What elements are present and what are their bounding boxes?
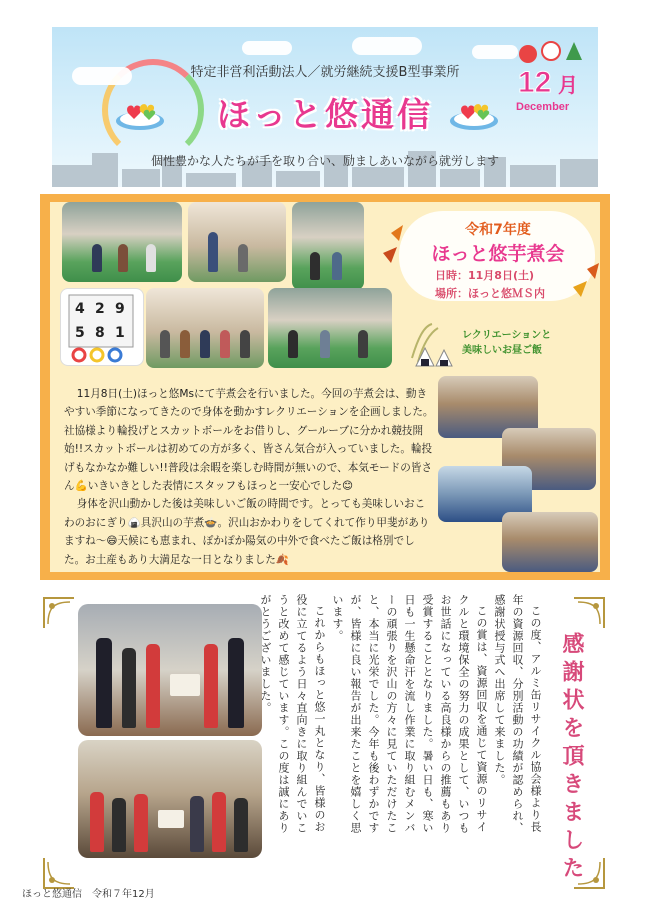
event-date: 日時：11月8日(土) (435, 269, 535, 282)
lunch-caption (462, 328, 582, 358)
person-figure (112, 798, 126, 852)
organization-name: 特定非営利活動法人／就労継続支援B型事業所 (190, 65, 460, 80)
certificate-paragraph: この度、アルミ缶リサイクル協会様より長年の資源回収、分別活動の功績が認められ、感謝状授与式へ出席して来ました。 (493, 594, 542, 834)
certificate-text (256, 594, 544, 844)
person-figure (228, 638, 244, 728)
person-figure (240, 330, 250, 358)
lunch-caption-line: 美味しいお昼ご飯 (462, 345, 542, 356)
month-number: 12 (518, 66, 552, 99)
person-figure (358, 330, 368, 358)
event-report-text (64, 385, 434, 569)
award-ceremony-photo (78, 604, 262, 736)
ornament-corner-icon (572, 596, 606, 630)
event-place: 場所：ほっと悠ＭＳ内 (435, 287, 545, 300)
person-figure (160, 330, 170, 358)
cloud-icon (352, 37, 422, 55)
event-year: 令和7年度 (465, 222, 531, 238)
certificate-paragraph: これからもほっと悠一丸となり、皆様のお役に立てるよう日々直向きに取り組んでいこうと改めて感じています。この度は誠にありがとうございました。 (259, 594, 326, 834)
person-figure (220, 330, 230, 358)
person-figure (146, 244, 156, 272)
event-title-card (375, 203, 605, 303)
onigiri-icon (408, 318, 460, 370)
person-figure (96, 638, 112, 728)
newsletter-tagline: 個性豊かな人たちが手を取り合い、励ましあいながら就労します (150, 154, 499, 168)
event-photo (188, 202, 286, 282)
person-figure (288, 330, 298, 358)
newsletter-title: ほっと悠通信 (217, 95, 433, 134)
page-footer: ほっと悠通信 令和７年12月 (22, 889, 155, 900)
ring-number: 8 (95, 325, 105, 341)
event-photo (62, 202, 182, 282)
december-badge (512, 40, 590, 118)
person-figure (310, 252, 320, 280)
person-figure (90, 792, 104, 852)
certificate-article (259, 594, 544, 844)
person-figure (190, 796, 204, 852)
person-figure (204, 644, 218, 728)
person-figure (200, 330, 210, 358)
certificate-heading: 感謝状を頂きました (559, 632, 584, 884)
person-figure (320, 330, 330, 358)
ring-toss-illustration (61, 289, 143, 365)
certificate-paragraph: この賞は、資源回収を通じて資源のリサイクルと環境保全の努力の成果として、いつもお世話になっている高良様からの推薦もあり受賞することとなりました。暑い日も、寒い日も一生懸命汗を流し作業に取り組むメンバーの頑張りを沢山の方々に見ていただけたこと、本当に光栄でした。今年も後わずかですが、皆様に良い報告が出来たことを嬉しく思います。 (331, 594, 488, 834)
ring-number: 9 (115, 301, 125, 317)
month-word: December (516, 101, 570, 113)
cloud-icon (242, 41, 292, 55)
person-figure (332, 252, 342, 280)
month-suffix: 月 (558, 73, 578, 97)
lunch-caption-line: レクリエーションと (462, 330, 552, 341)
ring-number: 4 (75, 301, 85, 317)
ring-number: 2 (95, 301, 105, 317)
ring-toss-board (60, 288, 144, 366)
lunch-photo (502, 512, 598, 572)
certificate-frame (158, 810, 184, 828)
person-figure (208, 232, 218, 272)
person-figure (238, 244, 248, 272)
ornament-corner-icon (42, 596, 76, 630)
event-paragraph: 身体を沢山動かした後は美味しいご飯の時間です。とっても美味しいおこわのおにぎり🍙具沢山の芋煮🍲。沢山おかわりをしてくれて作り甲斐がありますね～😄天候にも恵まれ、ぽかぽか陽気の中外で食べたご飯は格別でした。お土産もあり大満足な一日となりました🍂 (64, 498, 430, 566)
person-figure (146, 644, 160, 728)
person-figure (118, 244, 128, 272)
certificate-frame (170, 674, 200, 696)
person-figure (180, 330, 190, 358)
person-figure (134, 794, 148, 852)
event-photo (146, 288, 264, 368)
person-figure (212, 792, 226, 852)
event-photo (292, 202, 364, 290)
group-photo (78, 740, 262, 858)
event-paragraph: 11月8日(土)ほっと悠Msにて芋煮会を行いました。今回の芋煮会は、動きやすい季節になってきたので身体を動かすレクリエーションを企画しました。社協様より輪投げとスカットボールをお借りし、グールーブに分かれ競技開始!!スカットボールは初めての方が多く、皆さん気合が入っていました。輪投げもなかなか難しい!!普段は余暇を楽しむ時間が無いので、本気モードの皆さん💪いきいきとした表情にスタッフもほっと一安心でした😊 (64, 388, 434, 493)
heart-cloud-icon (114, 97, 166, 131)
event-name: ほっと悠芋煮会 (431, 243, 565, 265)
ring-number: 1 (115, 325, 125, 341)
person-figure (234, 798, 248, 852)
person-figure (122, 648, 136, 728)
ring-number: 5 (75, 325, 85, 341)
person-figure (92, 244, 102, 272)
heart-cloud-icon (448, 97, 500, 131)
event-photo (268, 288, 392, 368)
